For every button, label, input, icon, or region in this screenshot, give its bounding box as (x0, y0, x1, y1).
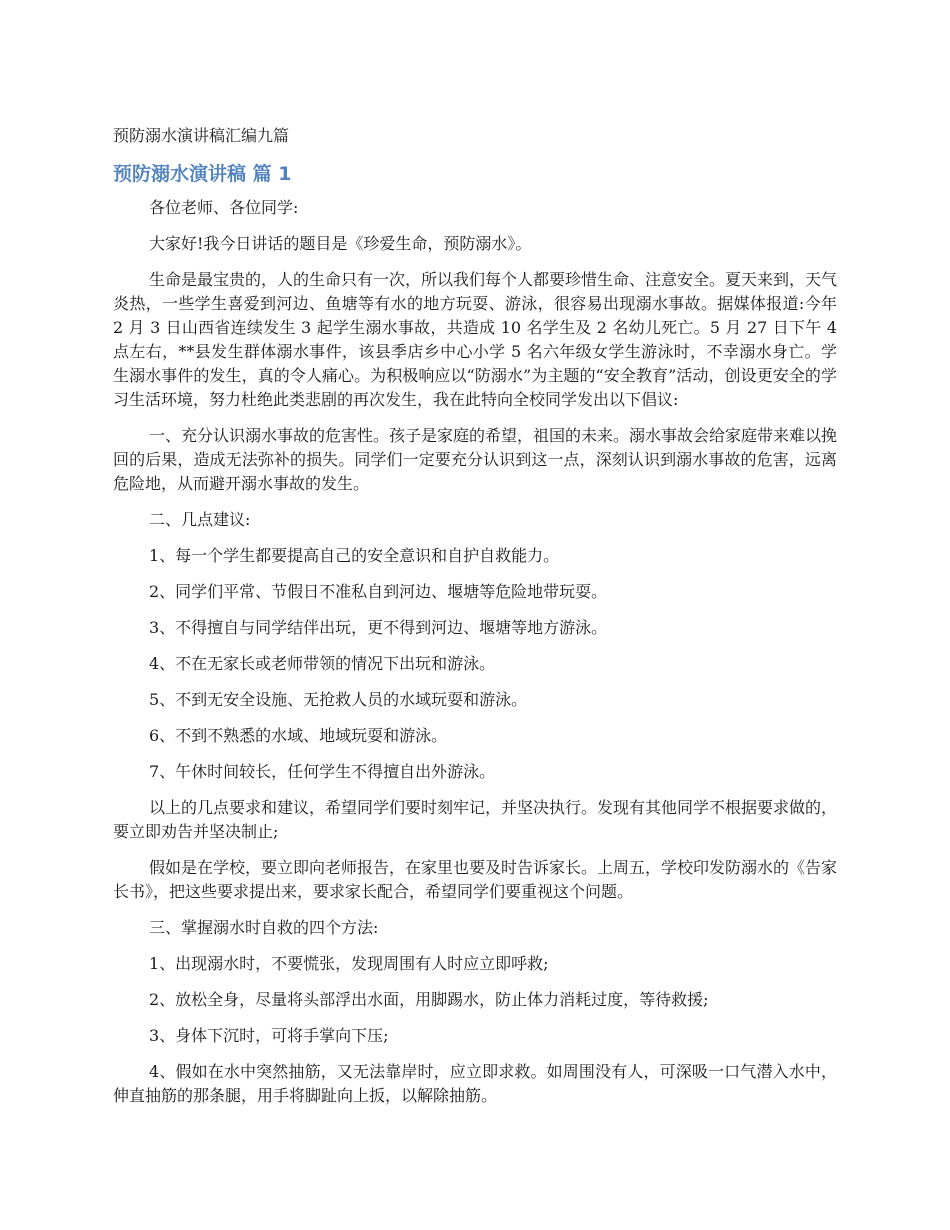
suggestion-item-3: 3、不得擅自与同学结伴出玩，更不得到河边、堰塘等地方游泳。 (149, 618, 608, 637)
suggestion-item-1: 1、每一个学生都要提高自己的安全意识和自护自救能力。 (149, 546, 560, 565)
suggestion-item-2: 2、同学们平常、节假日不准私自到河边、堰塘等危险地带玩耍。 (149, 582, 608, 601)
paragraph-list (113, 196, 837, 1108)
paragraph-suggestions-heading: 二、几点建议: (149, 510, 251, 529)
suggestion-item-4: 4、不在无家长或老师带领的情况下出玩和游泳。 (149, 654, 496, 673)
paragraph-self-rescue-heading: 三、掌握溺水时自救的四个方法: (149, 918, 379, 937)
paragraph-topic: 大家好!我今日讲话的题目是《珍爱生命，预防溺水》。 (149, 234, 532, 253)
paragraph-report: 假如是在学校，要立即向老师报告，在家里也要及时告诉家长。上周五，学校印发防溺水的《告家长书》，把这些要求提出来，要求家长配合，希望同学们要重视这个问题。 (113, 858, 838, 901)
document-body (113, 124, 837, 1120)
paragraph-reminder: 以上的几点要求和建议，希望同学们要时刻牢记，并坚决执行。发现有其他同学不根据要求做的，要立即劝告并坚决制止; (113, 798, 838, 841)
self-rescue-item-4: 4、假如在水中突然抽筋，又无法靠岸时，应立即求救。如周围没有人，可深吸一口气潜入水中，伸直抽筋的那条腿，用手将脚趾向上扳，以解除抽筋。 (113, 1062, 837, 1105)
self-rescue-item-3: 3、身体下沉时，可将手掌向下压; (149, 1026, 389, 1045)
paragraph-point-one: 一、充分认识溺水事故的危害性。孩子是家庭的希望，祖国的未来。溺水事故会给家庭带来难以挽回的后果，造成无法弥补的损失。同学们一定要充分认识到这一点，深刻认识到溺水事故的危害，远离危险地，从而避开溺水事故的发生。 (113, 426, 838, 493)
self-rescue-item-1: 1、出现溺水时，不要慌张，发现周围有人时应立即呼救; (149, 954, 549, 973)
suggestion-item-5: 5、不到无安全设施、无抢救人员的水域玩耍和游泳。 (149, 690, 528, 709)
paragraph-intro: 生命是最宝贵的，人的生命只有一次，所以我们每个人都要珍惜生命、注意安全。夏天来到，天气炎热，一些学生喜爱到河边、鱼塘等有水的地方玩耍、游泳，很容易出现溺水事故。据媒体报道:今年 2 月 3 日山西省连续发生 3 起学生溺水事故，共造成 10 名学生及 2 名幼儿死亡。5 月 27 日下午 4 点左右，**县发生群体溺水事件，该县季店乡中心小学 5 名六年级女学生游泳时，不幸溺水身亡。学生溺水事件的发生，真的令人痛心。为积极响应以“防溺水”为主题的“安全教育”活动，创设更安全的学习生活环境，努力杜绝此类悲剧的再次发生，我在此特向全校同学发出以下倡议: (113, 270, 838, 409)
section-heading: 预防溺水演讲稿 篇 1 (113, 163, 292, 185)
paragraph-greeting: 各位老师、各位同学: (149, 198, 299, 217)
suggestion-item-6: 6、不到不熟悉的水域、地域玩耍和游泳。 (149, 726, 448, 745)
suggestion-item-7: 7、午休时间较长，任何学生不得擅自出外游泳。 (149, 762, 496, 781)
self-rescue-item-2: 2、放松全身，尽量将头部浮出水面，用脚踢水，防止体力消耗过度，等待救援; (149, 990, 709, 1009)
document-title: 预防溺水演讲稿汇编九篇 (113, 126, 290, 145)
